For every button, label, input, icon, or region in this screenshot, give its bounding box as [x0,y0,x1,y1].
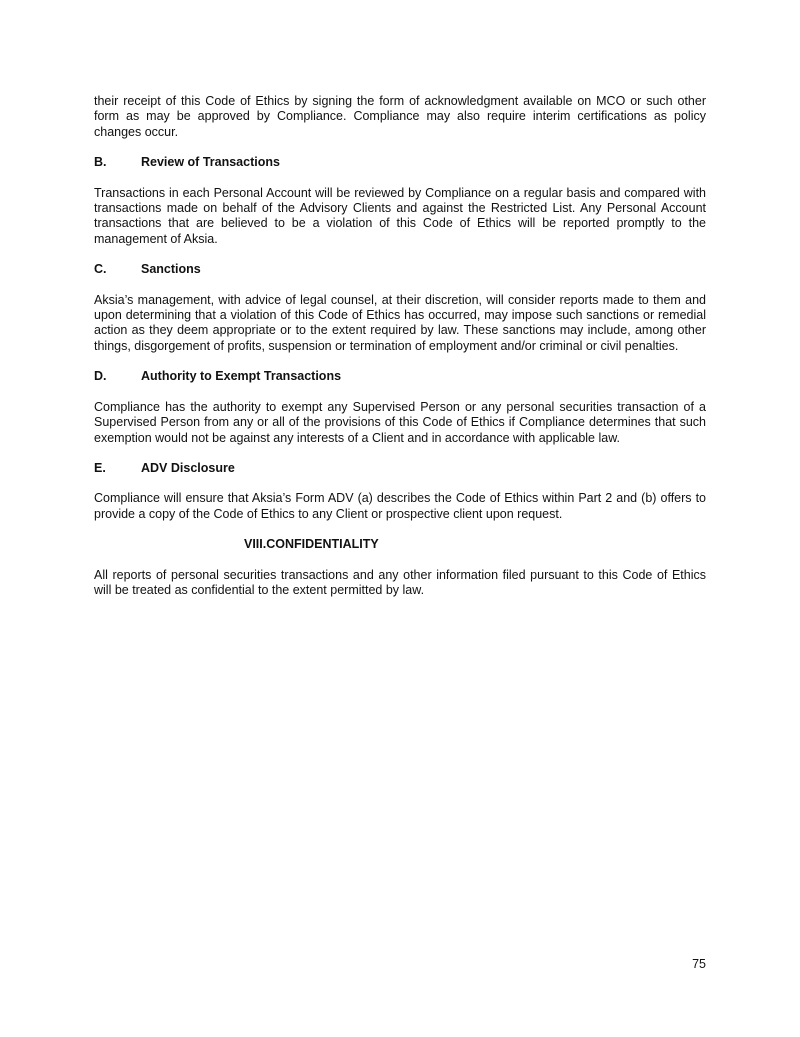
section-title: ADV Disclosure [141,460,235,475]
section-letter: C. [94,262,107,277]
intro-paragraph: their receipt of this Code of Ethics by signing the form of acknowledgment available on MCO or such other form as may be approved by Compliance. Compliance may also require interim certifications as policy changes occur. [94,94,706,139]
section-body-sanctions: Aksia’s management, with advice of legal counsel, at their discretion, will consider reports made to them and upon determining that a violation of this Code of Ethics has occurred, may impose such sanctions or remedial action as they deem appropriate or to the extent required by law. These sanctions may include, among other things, disgorgement of profits, suspension or termination of employment and/or criminal or civil penalties. [94,292,706,353]
section-letter: D. [94,369,107,384]
section-body-review-of-transactions: Transactions in each Personal Account will be reviewed by Compliance on a regular basis and compared with transactions made on behalf of the Advisory Clients and against the Restricted List. Any Personal Account transactions that are believed to be a violation of this Code of Ethics will be reported promptly to the management of Aksia. [94,185,706,246]
confidentiality-heading: VIII.CONFIDENTIALITY [244,537,379,552]
section-heading-review-of-transactions [94,155,706,170]
section-heading-authority-to-exempt [94,369,706,384]
section-title: Authority to Exempt Transactions [141,369,342,384]
page-content [94,94,706,613]
section-heading-sanctions [94,262,706,277]
section-heading-adv-disclosure [94,461,706,476]
page-number: 75 [692,957,706,971]
section-body-authority-to-exempt: Compliance has the authority to exempt any Supervised Person or any personal securities transaction of a Supervised Person from any or all of the provisions of this Code of Ethics if Compliance determines that such exemption would not be against any interests of a Client and in accordance with applicable law. [94,399,706,445]
confidentiality-body: All reports of personal securities transactions and any other information filed pursuant to this Code of Ethics will be treated as confidential to the extent permitted by law. [94,567,706,597]
section-letter: E. [94,460,106,475]
section-letter: B. [94,155,107,170]
section-title: Sanctions [141,262,201,277]
section-body-adv-disclosure: Compliance will ensure that Aksia’s Form ADV (a) describes the Code of Ethics within Part 2 and (b) offers to provide a copy of the Code of Ethics to any Client or prospective client upon request. [94,491,706,521]
section-title: Review of Transactions [141,155,280,170]
